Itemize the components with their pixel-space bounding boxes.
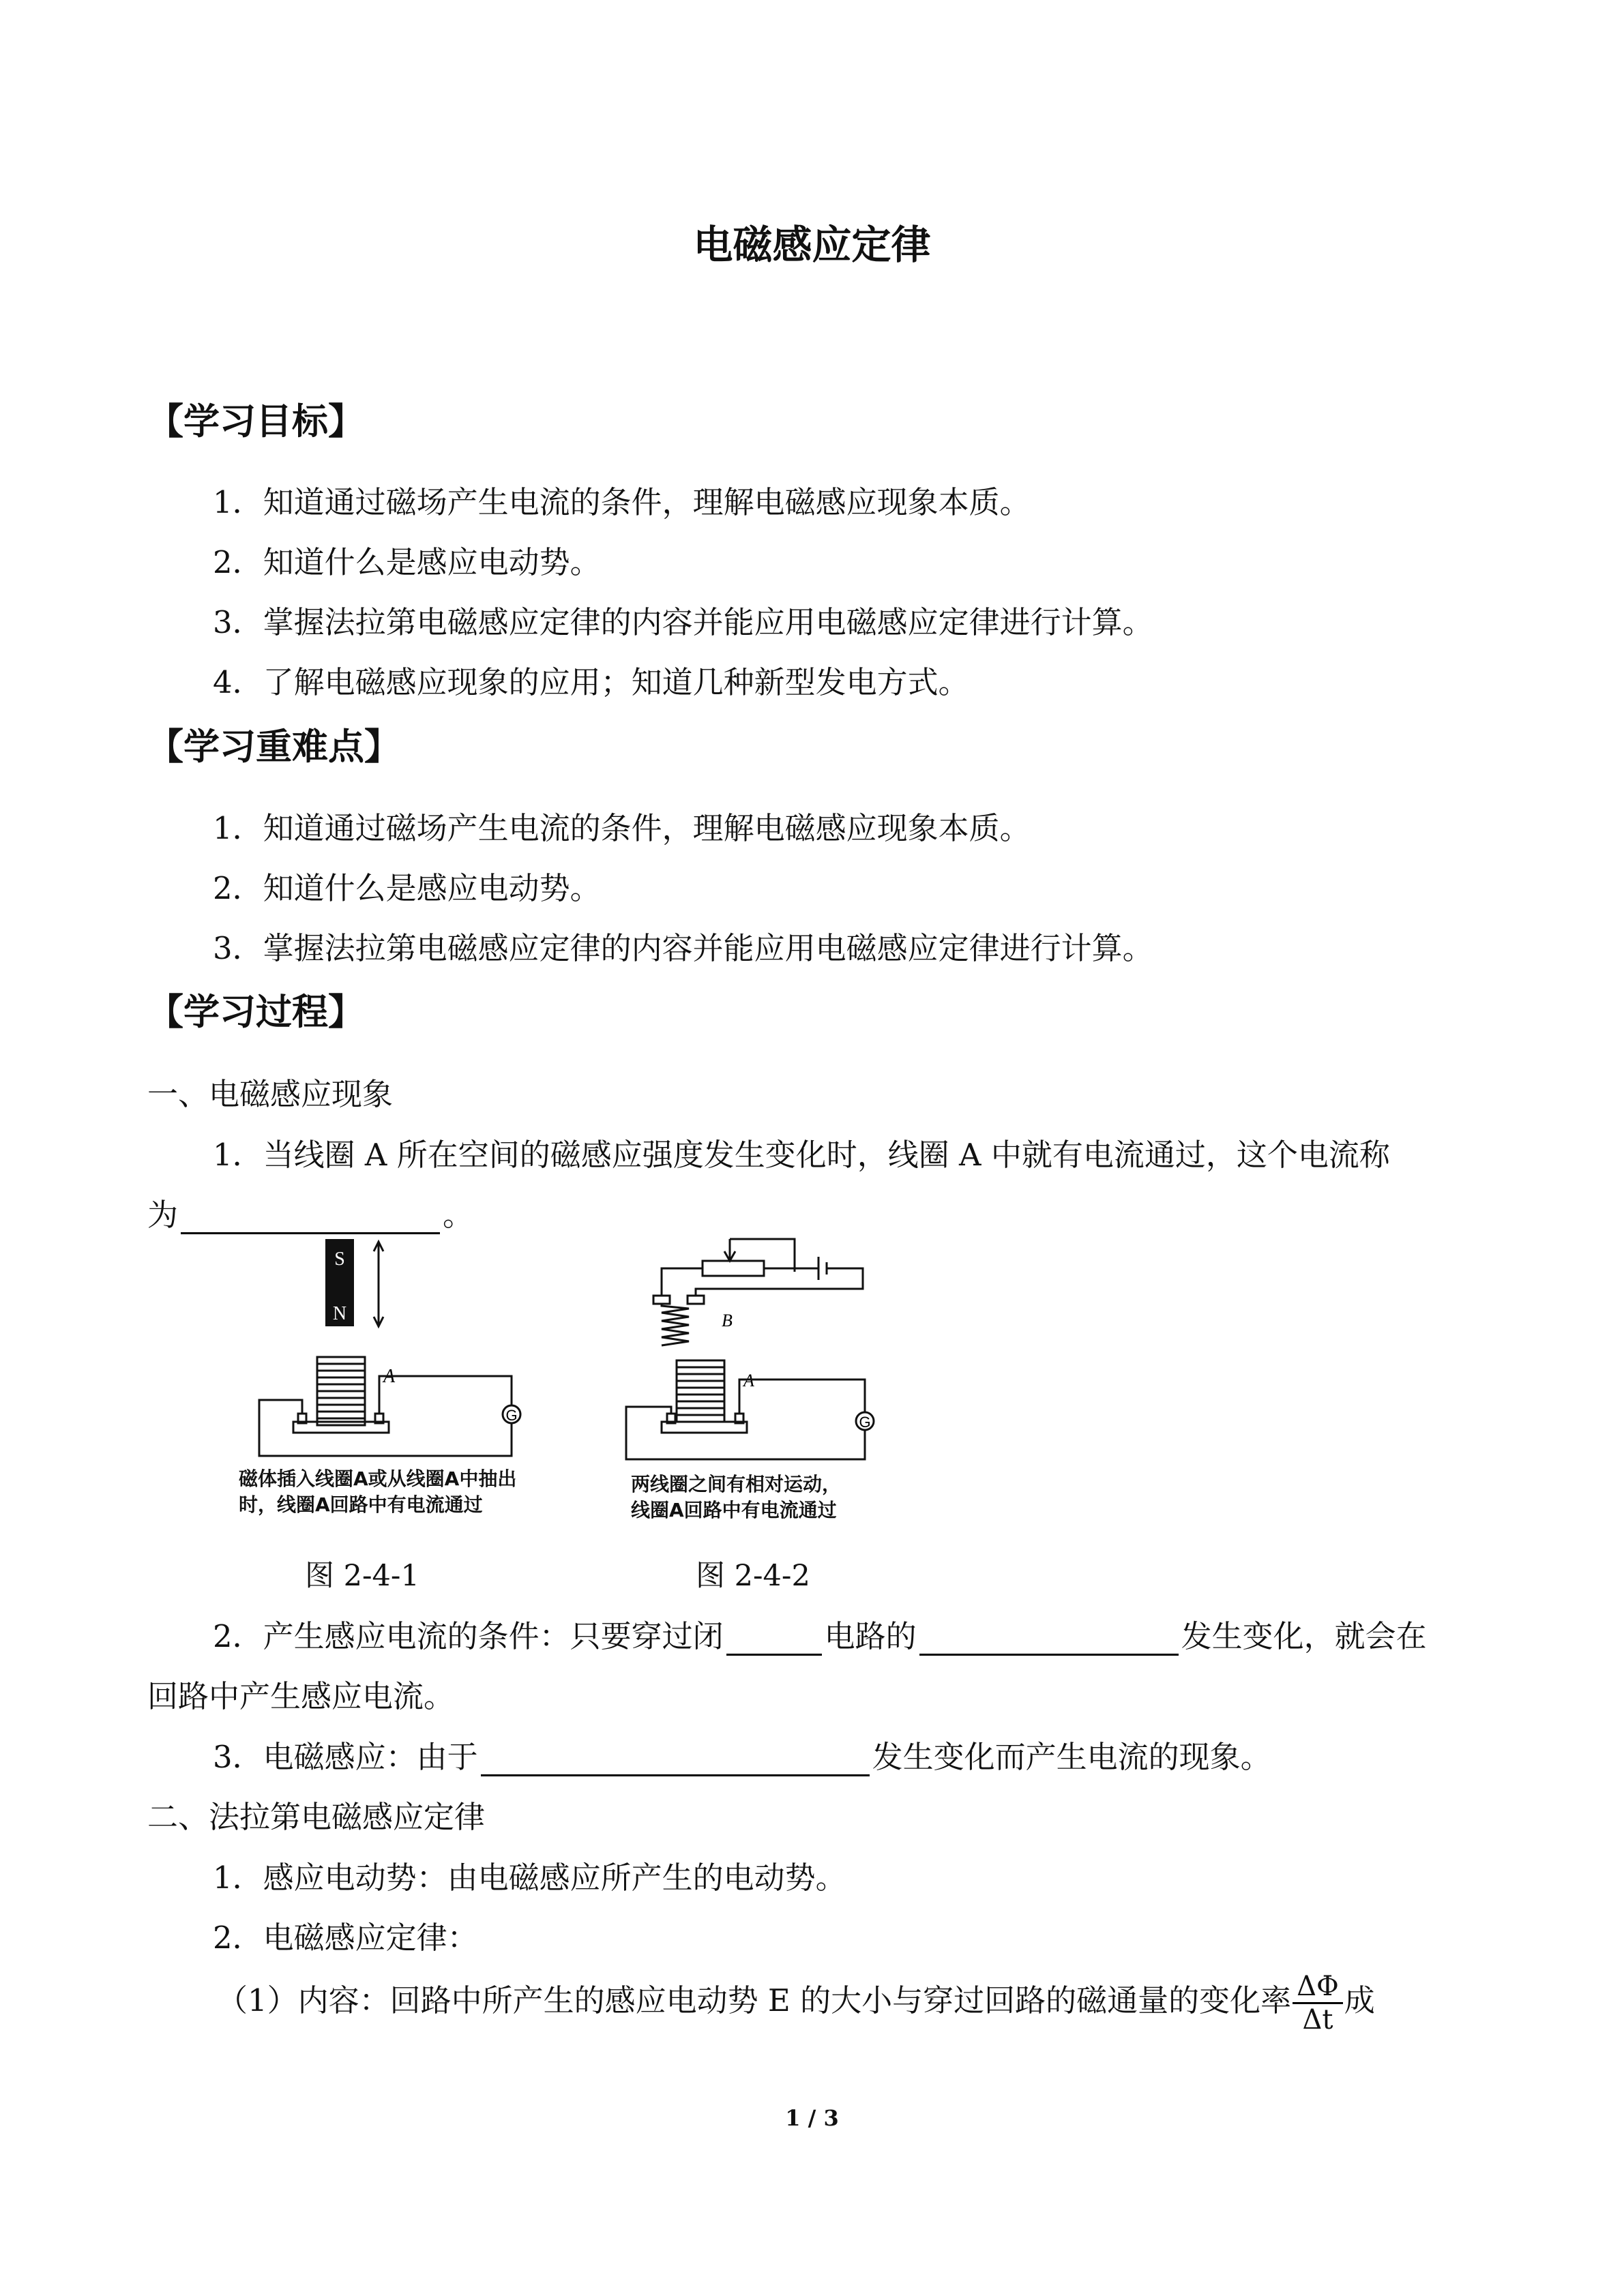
figure-2-note-line-2: 线圈A回路中有电流通过 [631, 1499, 837, 1521]
paragraph-4: 1．感应电动势：由电磁感应所产生的电动势。 [213, 1860, 846, 1896]
answer-blank-1[interactable] [181, 1202, 440, 1234]
answer-blank-2[interactable] [726, 1624, 822, 1656]
paragraph-2-part-b: 电路的 [824, 1618, 917, 1654]
fraction-numerator: ΔΦ [1293, 1971, 1343, 2004]
goal-item-3: 3．掌握法拉第电磁感应定律的内容并能应用电磁感应定律进行计算。 [213, 604, 1153, 640]
coil-b-label: B [722, 1311, 733, 1330]
motion-arrow [374, 1242, 383, 1326]
paragraph-1-suffix: 。 [443, 1197, 474, 1233]
section-heading-key-points: 【学习重难点】 [147, 726, 400, 768]
galvanometer-g-label: G [859, 1414, 871, 1431]
circuit-wires [259, 1376, 520, 1456]
part-1-title: 一、电磁感应现象 [147, 1076, 394, 1112]
page-number: 1 / 3 [785, 2105, 839, 2131]
figure-1-caption: 图 2-4-1 [305, 1559, 419, 1593]
paragraph-6-part-a: （1）内容：回路中所产生的感应电动势 E 的大小与穿过回路的磁通量的变化率 [217, 1982, 1292, 2018]
figure-2-note-line-1: 两线圈之间有相对运动， [631, 1473, 842, 1495]
paragraph-2-line-2: 回路中产生感应电流。 [147, 1678, 455, 1714]
page-title: 电磁感应定律 [693, 222, 931, 268]
flux-change-rate-fraction [1293, 1971, 1343, 2036]
goal-item-2: 2．知道什么是感应电动势。 [213, 544, 601, 580]
paragraph-5: 2．电磁感应定律： [213, 1920, 478, 1956]
section-heading-process: 【学习过程】 [147, 992, 364, 1033]
magnet-n-label: N [332, 1303, 347, 1324]
part-2-title: 二、法拉第电磁感应定律 [147, 1799, 486, 1835]
galvanometer-g-label: G [505, 1407, 518, 1424]
key-point-item-3: 3．掌握法拉第电磁感应定律的内容并能应用电磁感应定律进行计算。 [213, 930, 1153, 966]
paragraph-6-part-b: 成 [1344, 1982, 1375, 2018]
lower-circuit-wires [626, 1380, 874, 1459]
paragraph-2-part-a: 2．产生感应电流的条件：只要穿过闭 [213, 1618, 724, 1654]
paragraph-6 [217, 1971, 1375, 2036]
paragraph-1-line-2 [147, 1190, 473, 1234]
paragraph-1-prefix: 为 [147, 1197, 179, 1233]
paragraph-2-line-1 [213, 1611, 1427, 1656]
key-point-item-2: 2．知道什么是感应电动势。 [213, 870, 601, 906]
paragraph-2-part-c: 发生变化，就会在 [1181, 1618, 1427, 1654]
figure-1-note-line-1: 磁体插入线圈A或从线圈A中抽出 [239, 1467, 517, 1490]
magnet-s-label: S [334, 1249, 345, 1270]
paragraph-3-part-a: 3．电磁感应：由于 [213, 1739, 478, 1775]
section-heading-goals: 【学习目标】 [147, 401, 364, 443]
key-point-item-1: 1．知道通过磁场产生电流的条件，理解电磁感应现象本质。 [213, 810, 1031, 846]
goal-item-1: 1．知道通过磁场产生电流的条件，理解电磁感应现象本质。 [213, 484, 1031, 520]
answer-blank-3[interactable] [919, 1624, 1179, 1656]
paragraph-3-part-b: 发生变化而产生电流的现象。 [872, 1739, 1271, 1775]
coil-a [677, 1360, 724, 1422]
paragraph-1-line-1: 1．当线圈 A 所在空间的磁感应强度发生变化时，线圈 A 中就有电流通过，这个电流称 [213, 1137, 1390, 1173]
coil-a-label: A [743, 1371, 754, 1390]
coil-a-label: A [383, 1366, 396, 1387]
upper-circuit [653, 1239, 863, 1345]
figure-1-note-line-2: 时，线圈A回路中有电流通过 [239, 1493, 483, 1516]
paragraph-3 [213, 1732, 1271, 1776]
figure-2-caption: 图 2-4-2 [696, 1559, 810, 1593]
coil-a [317, 1357, 365, 1425]
goal-item-4: 4．了解电磁感应现象的应用；知道几种新型发电方式。 [213, 664, 969, 700]
fraction-denominator: Δt [1302, 2004, 1333, 2036]
answer-blank-4[interactable] [481, 1744, 870, 1776]
